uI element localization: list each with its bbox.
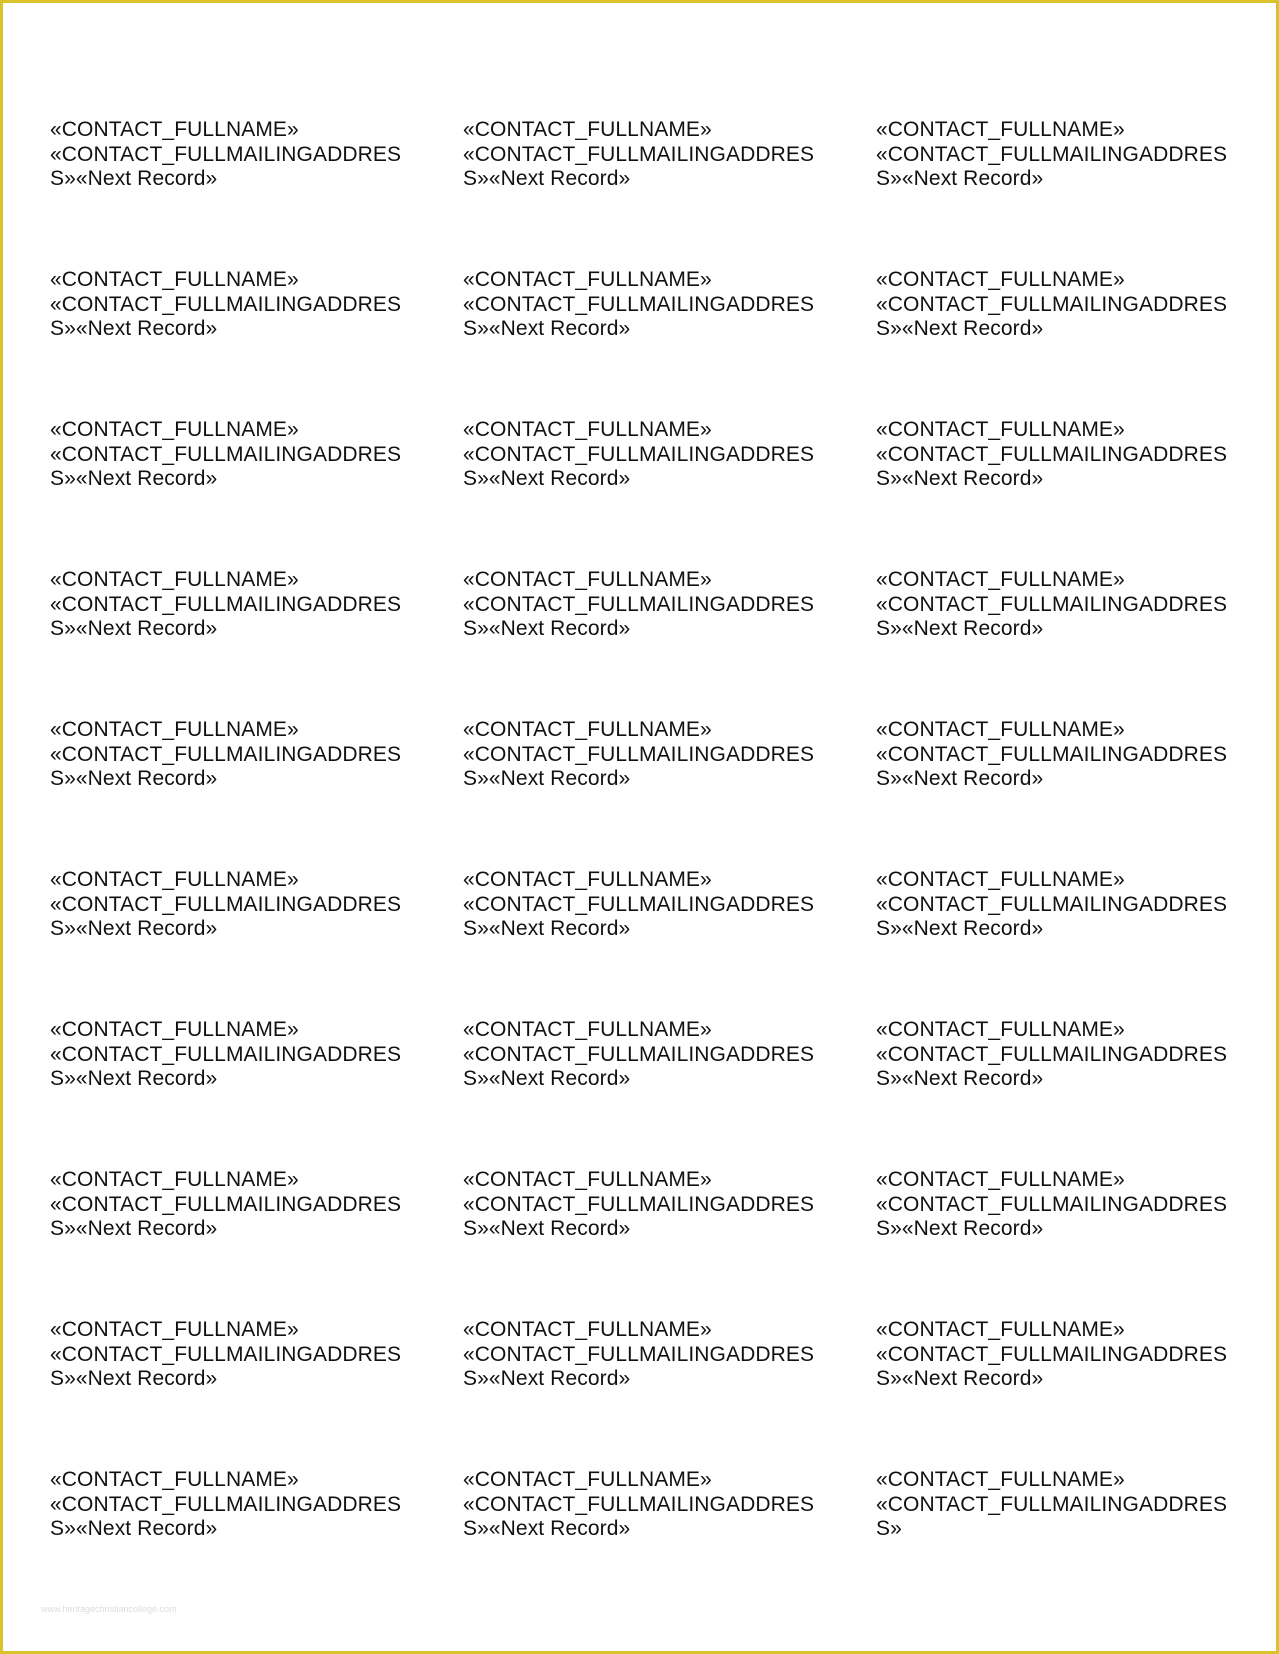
address-label: «CONTACT_FULLNAME» «CONTACT_FULLMAILINGADDRES S»«Next Record» (463, 118, 815, 190)
address-label: «CONTACT_FULLNAME» «CONTACT_FULLMAILINGADDRES S»«Next Record» (50, 568, 402, 640)
address-label: «CONTACT_FULLNAME» «CONTACT_FULLMAILINGADDRES S»«Next Record» (50, 718, 402, 790)
address-label: «CONTACT_FULLNAME» «CONTACT_FULLMAILINGADDRES S»«Next Record» (876, 868, 1228, 940)
address-label: «CONTACT_FULLNAME» «CONTACT_FULLMAILINGADDRES S»«Next Record» (876, 1168, 1228, 1240)
address-label: «CONTACT_FULLNAME» «CONTACT_FULLMAILINGADDRES S»«Next Record» (876, 718, 1228, 790)
address-label: «CONTACT_FULLNAME» «CONTACT_FULLMAILINGADDRES S»«Next Record» (876, 1318, 1228, 1390)
address-label: «CONTACT_FULLNAME» «CONTACT_FULLMAILINGADDRES S»«Next Record» (876, 1018, 1228, 1090)
address-label: «CONTACT_FULLNAME» «CONTACT_FULLMAILINGADDRES S»«Next Record» (463, 1018, 815, 1090)
address-label: «CONTACT_FULLNAME» «CONTACT_FULLMAILINGADDRES S»«Next Record» (50, 1018, 402, 1090)
address-label: «CONTACT_FULLNAME» «CONTACT_FULLMAILINGADDRES S»«Next Record» (50, 1468, 402, 1540)
address-label: «CONTACT_FULLNAME» «CONTACT_FULLMAILINGADDRES S»«Next Record» (463, 1468, 815, 1540)
address-label: «CONTACT_FULLNAME» «CONTACT_FULLMAILINGADDRES S»«Next Record» (876, 418, 1228, 490)
address-label: «CONTACT_FULLNAME» «CONTACT_FULLMAILINGADDRES S»«Next Record» (50, 418, 402, 490)
address-label: «CONTACT_FULLNAME» «CONTACT_FULLMAILINGADDRES S»«Next Record» (50, 1318, 402, 1390)
address-label: «CONTACT_FULLNAME» «CONTACT_FULLMAILINGADDRES S» (876, 1468, 1228, 1540)
address-label: «CONTACT_FULLNAME» «CONTACT_FULLMAILINGADDRES S»«Next Record» (876, 268, 1228, 340)
address-label: «CONTACT_FULLNAME» «CONTACT_FULLMAILINGADDRES S»«Next Record» (463, 868, 815, 940)
address-label: «CONTACT_FULLNAME» «CONTACT_FULLMAILINGADDRES S»«Next Record» (876, 568, 1228, 640)
address-label: «CONTACT_FULLNAME» «CONTACT_FULLMAILINGADDRES S»«Next Record» (463, 568, 815, 640)
watermark-text: www.heritagechristiancollege.com (41, 1604, 177, 1614)
address-label: «CONTACT_FULLNAME» «CONTACT_FULLMAILINGADDRES S»«Next Record» (50, 1168, 402, 1240)
address-label: «CONTACT_FULLNAME» «CONTACT_FULLMAILINGADDRES S»«Next Record» (463, 718, 815, 790)
address-label: «CONTACT_FULLNAME» «CONTACT_FULLMAILINGADDRES S»«Next Record» (463, 418, 815, 490)
address-label: «CONTACT_FULLNAME» «CONTACT_FULLMAILINGADDRES S»«Next Record» (463, 268, 815, 340)
address-label: «CONTACT_FULLNAME» «CONTACT_FULLMAILINGADDRES S»«Next Record» (463, 1318, 815, 1390)
address-label: «CONTACT_FULLNAME» «CONTACT_FULLMAILINGADDRES S»«Next Record» (463, 1168, 815, 1240)
address-label: «CONTACT_FULLNAME» «CONTACT_FULLMAILINGADDRES S»«Next Record» (50, 268, 402, 340)
address-label: «CONTACT_FULLNAME» «CONTACT_FULLMAILINGADDRES S»«Next Record» (50, 118, 402, 190)
address-label: «CONTACT_FULLNAME» «CONTACT_FULLMAILINGADDRES S»«Next Record» (50, 868, 402, 940)
label-grid (50, 118, 1279, 1618)
address-label: «CONTACT_FULLNAME» «CONTACT_FULLMAILINGADDRES S»«Next Record» (876, 118, 1228, 190)
